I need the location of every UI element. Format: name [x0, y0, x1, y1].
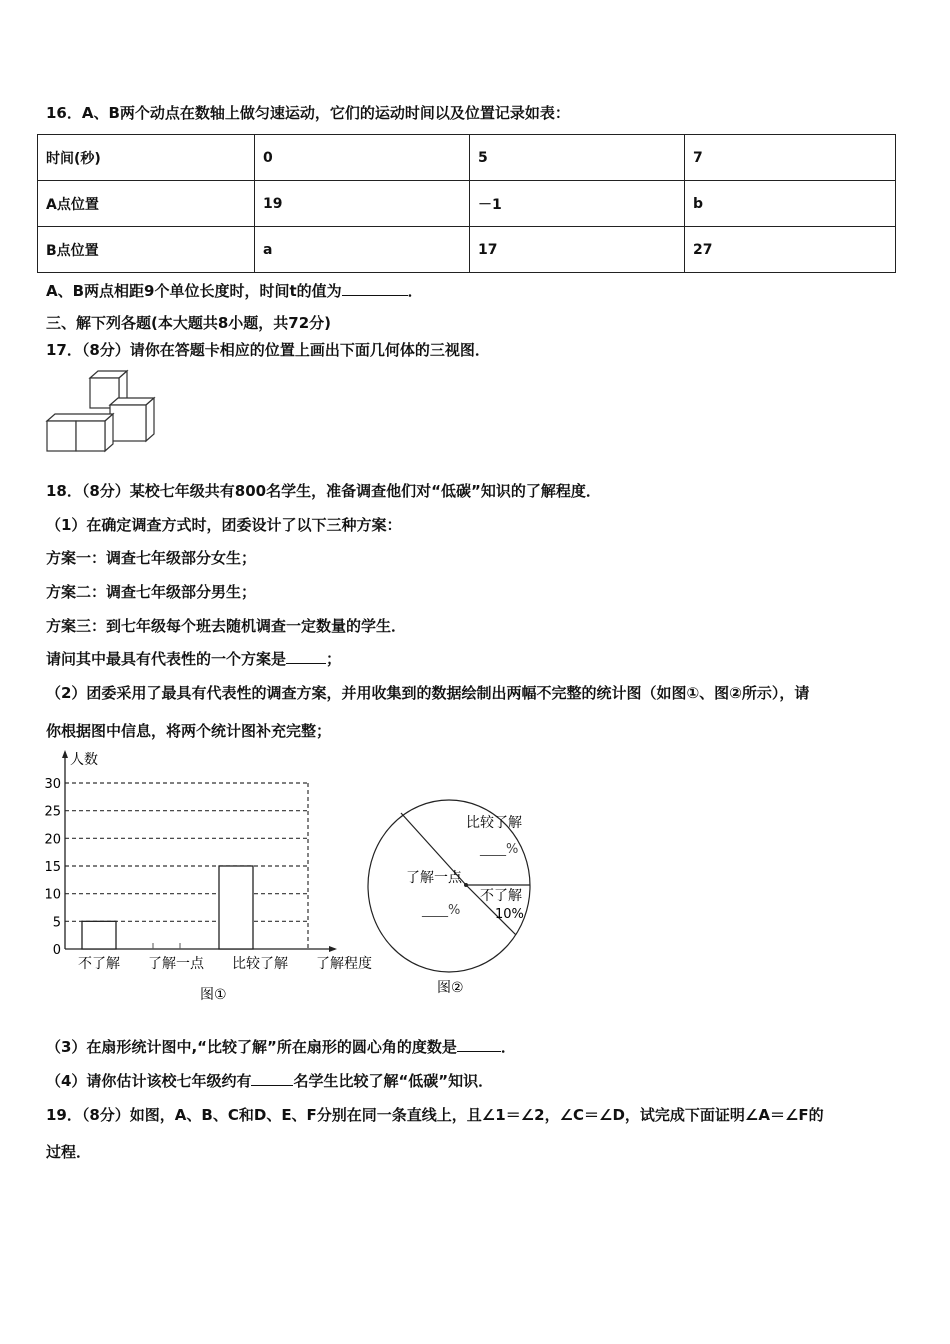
y-tick-label: 20	[44, 832, 61, 848]
table-cell: －1	[470, 181, 685, 227]
q18-part4-end: 名学生比较了解“低碳”知识．	[293, 1072, 494, 1090]
q18-part2-line1: （2）团委采用了最具有代表性的调查方案，并用收集到的数据绘制出两幅不完整的统计图（如图①、图②所示），请	[46, 684, 810, 702]
y-tick-label: 15	[44, 860, 61, 875]
q18-part3-end: ．	[500, 1038, 516, 1056]
y-tick-label: 0	[52, 943, 61, 958]
table-cell: 19	[255, 181, 470, 227]
q18-ask1-text: 请问其中最具有代表性的一个方案是	[46, 650, 287, 668]
plan-1: 方案一：调查七年级部分女生；	[46, 549, 257, 567]
x-axis-label: 了解程度	[316, 956, 372, 972]
section-three-heading: 三、解下列各题(本大题共8小题，共72分)	[46, 314, 332, 332]
slice-value: 10%	[495, 907, 524, 922]
x-tick-label: 了解一点	[148, 956, 204, 972]
q18-part3	[46, 1037, 516, 1057]
q18-part1: （1）在确定调查方式时，团委设计了以下三种方案：	[46, 516, 402, 534]
x-tick-label: 不了解	[78, 956, 120, 972]
y-tick-label: 10	[44, 887, 61, 903]
table-cell: 5	[470, 135, 685, 181]
x-tick-label: 比较了解	[232, 956, 288, 972]
q18-part2-line2: 你根据图中信息，将两个统计图补充完整；	[46, 722, 332, 740]
slice-label: 不了解	[480, 888, 522, 904]
y-axis-label: 人数	[70, 752, 98, 768]
q18-part3-text: （3）在扇形统计图中,“比较了解”所在扇形的圆心角的度数是	[46, 1038, 457, 1056]
chart-title: 图②	[437, 980, 464, 996]
y-tick-label: 25	[44, 804, 61, 820]
y-tick-label: 30	[44, 777, 61, 792]
plan-3: 方案三：到七年级每个班去随机调查一定数量的学生．	[46, 617, 407, 635]
y-tick-label: 5	[52, 915, 61, 931]
table-cell: b	[685, 181, 896, 227]
answer-blank[interactable]	[251, 1071, 293, 1086]
slice-value: ____%	[422, 903, 461, 918]
table-cell: A点位置	[38, 181, 255, 227]
q18-stem: 18．（8分）某校七年级共有800名学生，准备调查他们对“低碳”知识的了解程度．	[46, 482, 601, 500]
table-cell: 7	[685, 135, 896, 181]
q18-part4-text: （4）请你估计该校七年级约有	[46, 1072, 252, 1090]
q16-question-end: ．	[407, 282, 423, 300]
q17-stem: 17．（8分）请你在答题卡相应的位置上画出下面几何体的三视图．	[46, 341, 490, 359]
table-cell: B点位置	[38, 227, 255, 273]
answer-blank[interactable]	[457, 1037, 501, 1052]
table-cell: 27	[685, 227, 896, 273]
q16-question-text: A、B两点相距9个单位长度时，时间t的值为	[46, 282, 342, 300]
table-cell: 0	[255, 135, 470, 181]
plan-2: 方案二：调查七年级部分男生；	[46, 583, 257, 601]
table-cell: 17	[470, 227, 685, 273]
pie-center-dot	[464, 883, 468, 887]
q16-stem: 16．A、B两个动点在数轴上做匀速运动，它们的运动时间以及位置记录如表：	[46, 104, 570, 122]
slice-label: 比较了解	[466, 815, 522, 831]
q19-line2: 过程．	[46, 1143, 92, 1161]
q18-ask1-end: ；	[326, 650, 342, 668]
slice-label: 了解一点	[406, 870, 462, 886]
table-cell: 时间(秒)	[38, 135, 255, 181]
q19-line1: 19．（8分）如图，A、B、C和D、E、F分别在同一条直线上，且∠1＝∠2，∠C＝∠D，试完成下面证明∠A＝∠F的	[46, 1106, 824, 1124]
q18-part4	[46, 1071, 493, 1091]
chart-title: 图①	[200, 987, 227, 1003]
slice-value: ____%	[480, 842, 519, 857]
table-cell: a	[255, 227, 470, 273]
